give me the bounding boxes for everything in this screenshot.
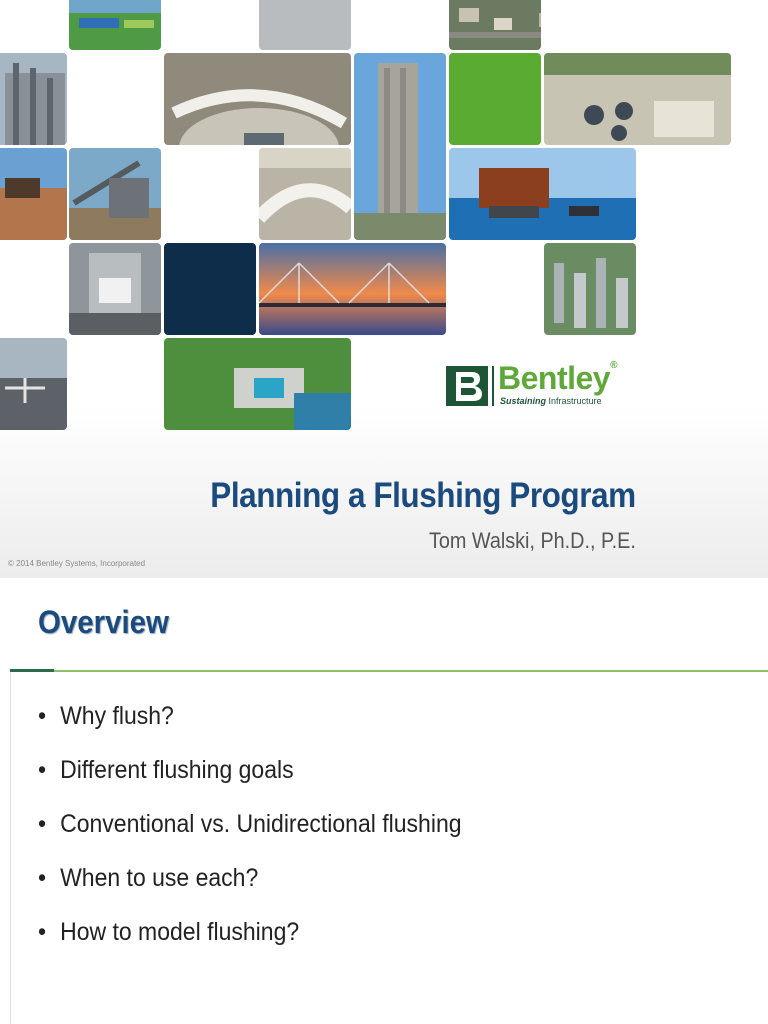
refinery-photo (544, 243, 636, 335)
presenter-name: Tom Walski, Ph.D., P.E. (429, 528, 636, 553)
bullet-icon: • (38, 756, 47, 784)
bullet-icon: • (38, 702, 47, 730)
dam-photo (164, 338, 351, 430)
overview-heading: Overview (38, 604, 169, 640)
copyright-notice: © 2014 Bentley Systems, Incorporated (8, 559, 146, 568)
slide-left-border (10, 672, 11, 1024)
park-photo (69, 0, 161, 50)
green-tile (449, 53, 541, 145)
bullet-icon: • (38, 810, 47, 838)
heading-rule (54, 670, 768, 672)
list-item: • Why flush? (38, 702, 174, 730)
treatment-plant-aerial-photo (544, 53, 731, 145)
navy-tile (164, 243, 256, 335)
presentation-title: Planning a Flushing Program (210, 476, 636, 515)
list-item: • Different flushing goals (38, 756, 294, 784)
airfield-photo (0, 338, 67, 430)
overview-slide (0, 578, 768, 1024)
tower-photo (354, 53, 446, 240)
bridge-sunset-photo (259, 243, 446, 335)
list-item: • How to model flushing? (38, 918, 300, 946)
rail-station-photo (259, 148, 351, 240)
bentley-tagline: Sustaining Infrastructure (500, 396, 602, 406)
bullet-icon: • (38, 918, 47, 946)
gray-tile (259, 0, 351, 50)
high-speed-train-photo (69, 243, 161, 335)
aerial-suburb-photo (449, 0, 541, 50)
heading-rule-accent (10, 669, 54, 672)
bullet-icon: • (38, 864, 47, 892)
offshore-platform-photo (449, 148, 636, 240)
list-item: • When to use each? (38, 864, 259, 892)
bentley-logo (446, 362, 646, 412)
bentley-wordmark: Bentley® (498, 360, 617, 396)
airport-terminal-photo (164, 53, 351, 145)
conveyor-photo (69, 148, 161, 240)
overview-bullet-list (38, 702, 498, 972)
list-item: • Conventional vs. Unidirectional flushing (38, 810, 462, 838)
plant-facade-photo (0, 53, 67, 145)
mining-site-photo (0, 148, 67, 240)
